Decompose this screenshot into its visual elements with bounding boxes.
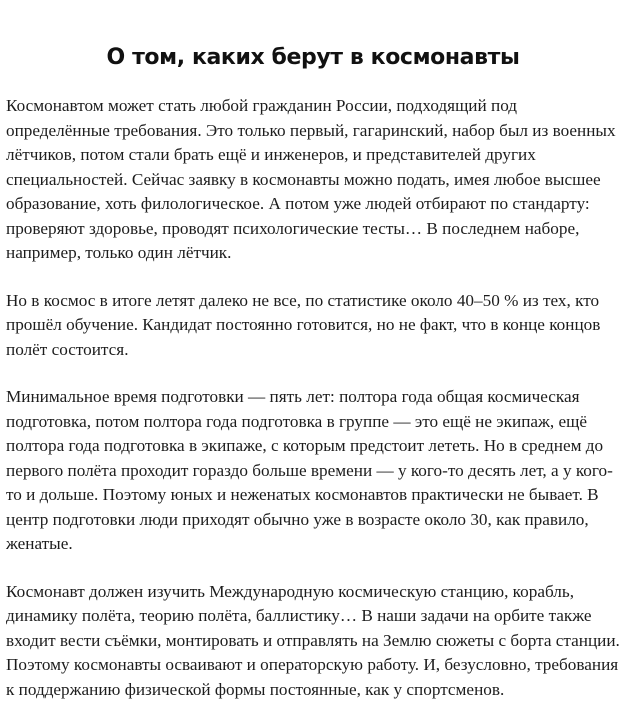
article-title: О том, каких берут в космонавты <box>106 45 520 70</box>
paragraph-cosmonaut-skills: Космонавт должен изучить Международную космическую станцию, корабль, динамику полёта, теорию полёта, баллистику… В наши задачи на орбите также входит вести съёмки, монтировать и отправлять на Землю сюжеты с борта станции. Поэтому космонавты осваивают и операторскую работу. И, безусловно, требования к поддержанию физической формы постоянные, как у спортсменов. <box>6 581 620 699</box>
paragraph-flight-statistics: Но в космос в итоге летят далеко не все, по статистике около 40–50 % из тех, кто прошёл обучение. Кандидат постоянно готовится, но не факт, что в конце концов полёт состоится. <box>6 290 601 359</box>
paragraph-who-can-apply: Космонавтом может стать любой гражданин России, подходящий под определённые требования. Это только первый, гагаринский, набор был из военных лётчиков, потом стали брать ещё и инженеров, и представителей других специальностей. Сейчас заявку в космонавты можно подать, имея любое высшее образование, хоть филологическое. А потом уже людей отбирают по стандарту: проверяют здоровье, проводят психологические тесты… В последнем наборе, например, только один лётчик. <box>6 96 616 262</box>
article-body <box>6 94 620 725</box>
paragraph-training-time: Минимальное время подготовки — пять лет: полтора года общая космическая подготовка, потом полтора года подготовка в группе — это ещё не экипаж, ещё полтора года подготовка в экипаже, с которым предстоит лететь. Но в среднем до первого полёта проходит гораздо больше времени — у кого-то десять лет, а у кого-то и дольше. Поэтому юных и неженатых космонавтов практически не бывает. В центр подготовки люди приходят обычно уже в возрасте около 30, как правило, женатые. <box>6 387 613 553</box>
